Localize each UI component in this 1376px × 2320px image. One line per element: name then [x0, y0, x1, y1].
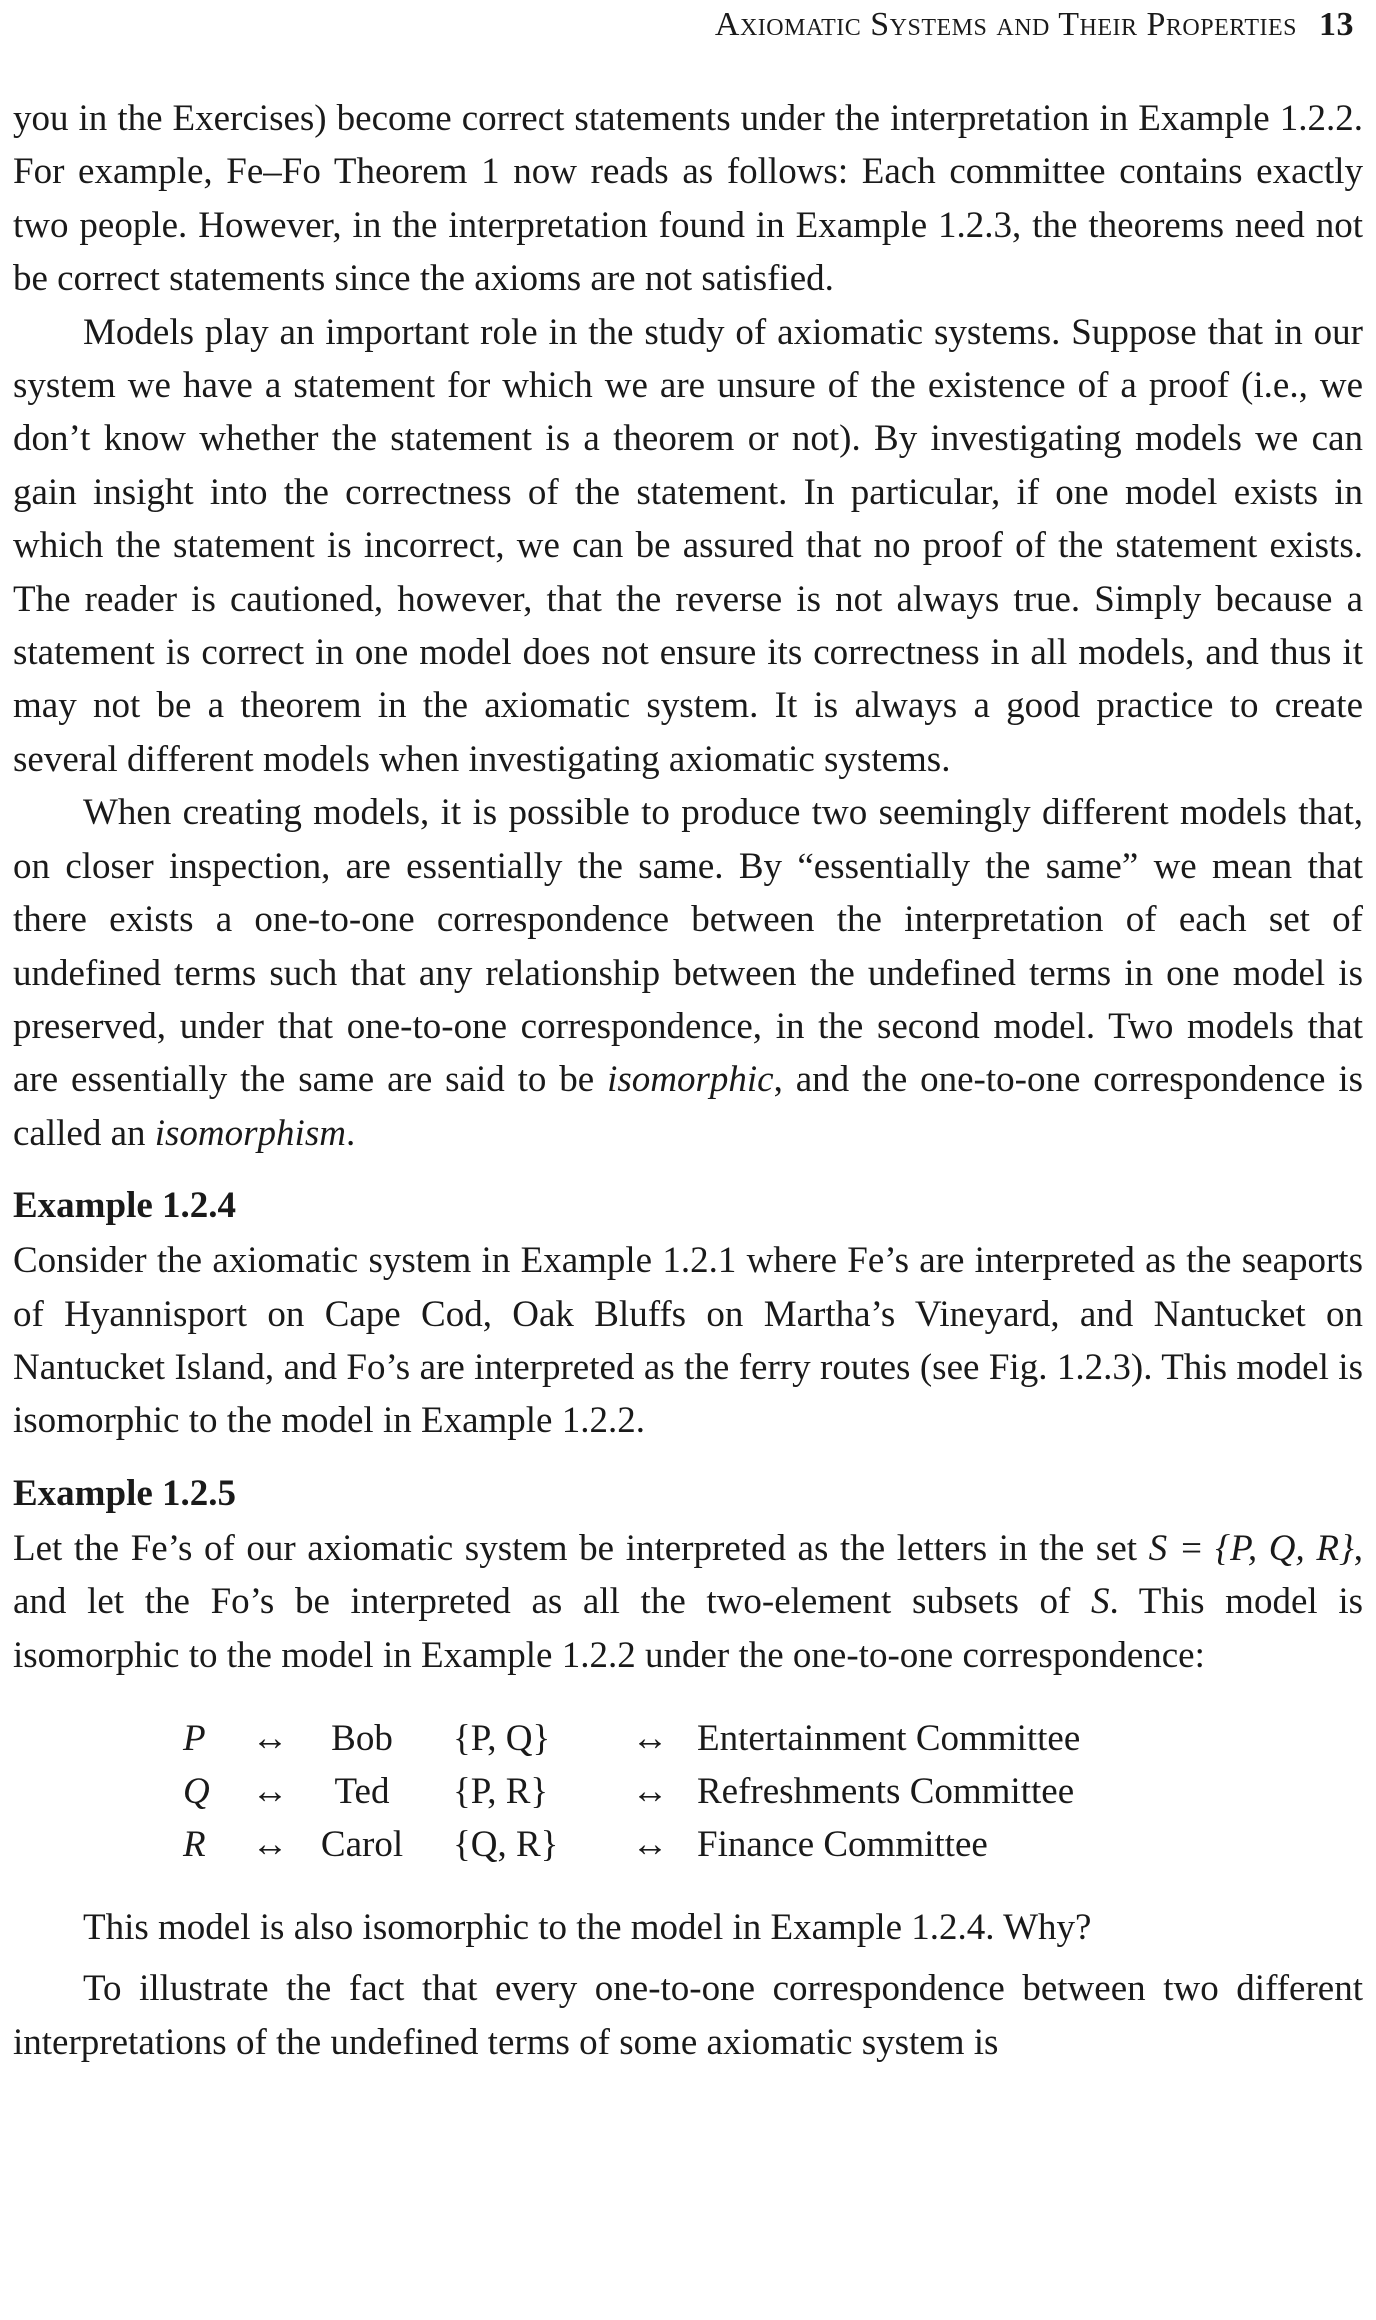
isomorphism-text-b: , and the one-to-one correspondence is called an [13, 1059, 1363, 1154]
running-head-title: Axiomatic Systems and Their Properties [714, 6, 1297, 43]
committee-name: Refreshments Committee [697, 1770, 1075, 1812]
correspondence-row [183, 1712, 1080, 1765]
example-1-2-5-text-b: , and let the Fo’s be interpreted as all the two-element subsets of [13, 1527, 1363, 1623]
left-right-arrow-icon: ↔ [631, 1717, 669, 1759]
subset: {Q, R} [453, 1823, 559, 1865]
example-1-2-4-text: Consider the axiomatic system in Example 1.2.1 where Fe’s are interpreted as the seaports of Hyannisport on Cape Cod, Oak Bluffs on Martha’s Vineyard, and Nantucket on Nantucket Island, and Fo’s are interpreted as the ferry routes (see Fig. 1.2.3). This model is isomorphic to the model in Example 1.2.2. [13, 1240, 1363, 1442]
fe-letter: R [183, 1823, 206, 1865]
committee-name: Finance Committee [697, 1823, 988, 1865]
isomorphism-text-c: . [345, 1112, 356, 1154]
left-right-arrow-icon: ↔ [251, 1717, 289, 1759]
term-isomorphism: isomorphism [154, 1112, 346, 1154]
left-right-arrow-icon: ↔ [631, 1770, 669, 1812]
set-name: S [1091, 1581, 1110, 1623]
page-number: 13 [1319, 6, 1354, 43]
left-right-arrow-icon: ↔ [251, 1770, 289, 1812]
isomorphism-text-a: When creating models, it is possible to produce two seemingly different models that, on closer inspection, are essentially the same. By “essentially the same” we mean that there exists a one-to-one correspondence between the interpretation of each set of undefined terms such that any relationship between the undefined terms in one model is preserved, under that one-to-one correspondence, in the second model. Two models that are essentially the same are said to be [13, 792, 1363, 1101]
correspondence-row [183, 1818, 1080, 1871]
fe-letter: P [183, 1717, 206, 1759]
subset: {P, Q} [453, 1717, 551, 1759]
example-1-2-5-text-a: Let the Fe’s of our axiomatic system be interpreted as the letters in the set [13, 1527, 1149, 1569]
term-isomorphic: isomorphic [607, 1059, 774, 1101]
example-1-2-5-heading: Example 1.2.5 [13, 1472, 237, 1514]
paragraph-also-isomorphic: This model is also isomorphic to the model in Example 1.2.4. Why? [83, 1906, 1092, 1948]
correspondence-table [183, 1712, 1363, 1871]
example-1-2-5-text [13, 1522, 1363, 1682]
committee-name: Entertainment Committee [697, 1717, 1081, 1759]
body-text [13, 92, 1363, 2069]
example-1-2-5-text-c: . This model is isomorphic to the model in Example 1.2.2 under the one-to-one correspondence: [13, 1581, 1363, 1676]
person-name: Ted [334, 1770, 390, 1812]
paragraph-models: Models play an important role in the study of axiomatic systems. Suppose that in our system we have a statement for which we are unsure of the existence of a proof (i.e., we don’t know whether the statement is a theorem or not). By investigating models we can gain insight into the correctness of the statement. In particular, if one model exists in which the statement is incorrect, we can be assured that no proof of the statement exists. The reader is cautioned, however, that the reverse is not always true. Simply because a statement is correct in one model does not ensure its correctness in all models, and thus it may not be a theorem in the axiomatic system. It is always a good practice to create several different models when investigating axiomatic systems. [13, 311, 1363, 780]
subset: {P, R} [453, 1770, 549, 1812]
left-right-arrow-icon: ↔ [631, 1823, 669, 1865]
correspondence-row [183, 1765, 1080, 1818]
set-expression: S = {P, Q, R} [1148, 1527, 1354, 1569]
person-name: Carol [320, 1823, 404, 1865]
running-head [715, 6, 1354, 44]
left-right-arrow-icon: ↔ [251, 1823, 289, 1865]
example-1-2-4-heading: Example 1.2.4 [13, 1185, 237, 1227]
paragraph-isomorphism [13, 786, 1363, 1160]
paragraph-illustrate: To illustrate the fact that every one-to-one correspondence between two different interpretations of the undefined terms of some axiomatic system is [13, 1968, 1363, 2063]
paragraph-continuation: you in the Exercises) become correct statements under the interpretation in Example 1.2.2. For example, Fe–Fo Theorem 1 now reads as follows: Each committee contains exactly two people. However, in the interpretation found in Example 1.2.3, the theorems need not be correct statements since the axioms are not satisfied. [13, 98, 1363, 300]
person-name: Bob [331, 1717, 393, 1759]
fe-letter: Q [183, 1770, 210, 1812]
